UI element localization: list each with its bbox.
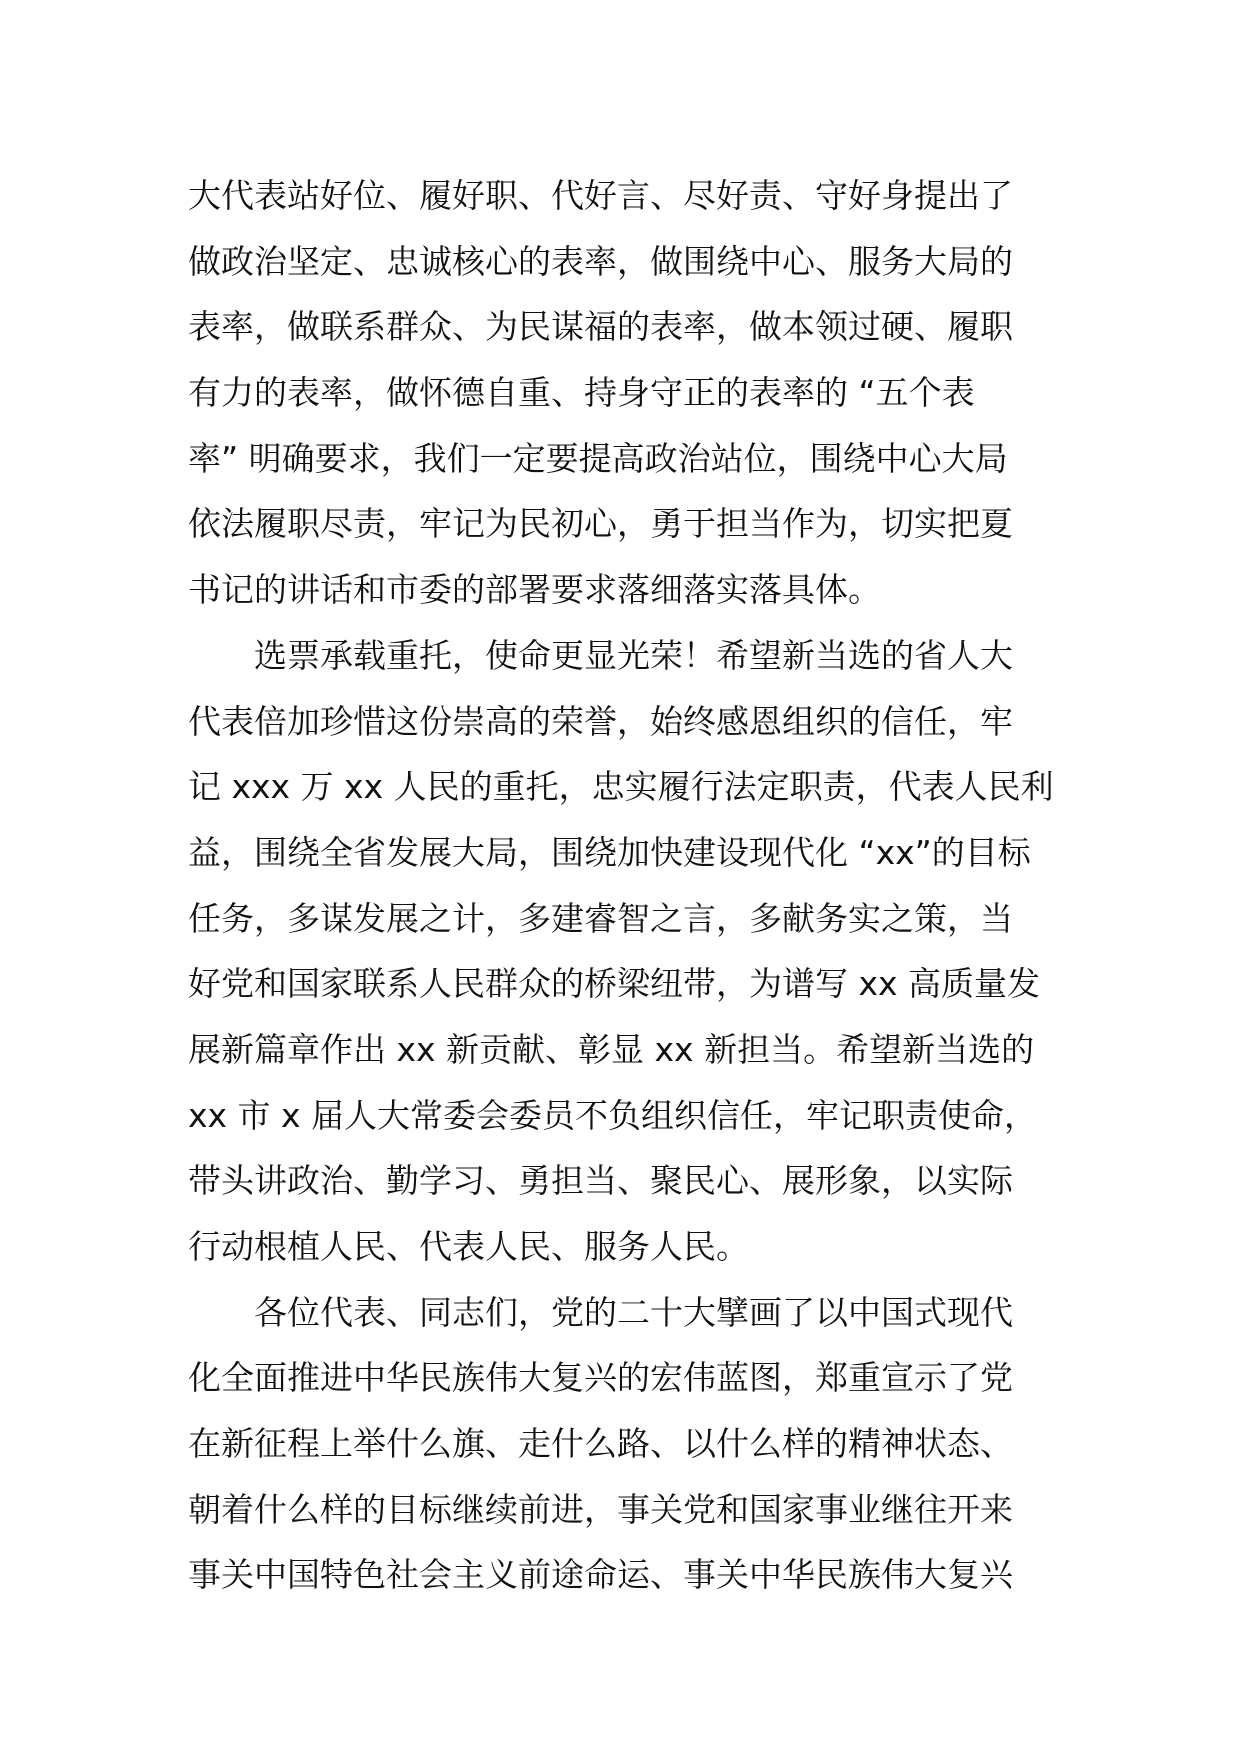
text-line: 在新征程上举什么旗、走什么路、以什么样的精神状态、 [188, 1424, 1013, 1464]
text-line: 记 xxx 万 xx 人民的重托，忠实履行法定职责，代表人民利 [188, 767, 1054, 807]
text-line: 有力的表率，做怀德自重、持身守正的表率的 “五个表 [188, 373, 975, 413]
text-line: xx 市 x 届人大常委会委员不负组织信任，牢记职责使命， [188, 1095, 1038, 1135]
text-line: 任务，多谋发展之计，多建睿智之言，多献务实之策，当 [188, 898, 1013, 938]
text-line: 书记的讲话和市委的部署要求落细落实落具体。 [188, 570, 881, 610]
text-line: 大代表站好位、履好职、代好言、尽好责、守好身提出了 [188, 176, 1013, 215]
paragraph-first-line: 选票承载重托，使命更显光荣！希望新当选的省人大 [254, 635, 1013, 675]
text-line: 展新篇章作出 xx 新贡献、彰显 xx 新担当。希望新当选的 [188, 1029, 1035, 1069]
text-line: 益，围绕全省发展大局，围绕加快建设现代化 “xx”的目标 [188, 832, 1031, 872]
text-line: 表率，做联系群众、为民谋福的表率，做本领过硬、履职 [188, 307, 1013, 347]
text-line: 化全面推进中华民族伟大复兴的宏伟蓝图，郑重宣示了党 [188, 1358, 1013, 1398]
text-line: 率” 明确要求，我们一定要提高政治站位，围绕中心大局 [188, 438, 1008, 478]
text-line: 带头讲政治、勤学习、勇担当、聚民心、展形象，以实际 [188, 1161, 1013, 1201]
text-line: 朝着什么样的目标继续前进，事关党和国家事业继往开来 [188, 1489, 1013, 1529]
text-line: 依法履职尽责，牢记为民初心，勇于担当作为，切实把夏 [188, 504, 1013, 544]
text-line: 行动根植人民、代表人民、服务人民。 [188, 1227, 749, 1266]
text-line: 事关中国特色社会主义前途命运、事关中华民族伟大复兴 [188, 1555, 1013, 1595]
body-text [188, 163, 1058, 1608]
paragraph-first-line: 各位代表、同志们，党的二十大擘画了以中国式现代 [254, 1292, 1013, 1332]
text-line: 好党和国家联系人民群众的桥梁纽带，为谱写 xx 高质量发 [188, 964, 1041, 1004]
text-line: 做政治坚定、忠诚核心的表率，做围绕中心、服务大局的 [188, 241, 1013, 281]
text-line: 代表倍加珍惜这份崇高的荣誉，始终感恩组织的信任，牢 [188, 701, 1013, 741]
